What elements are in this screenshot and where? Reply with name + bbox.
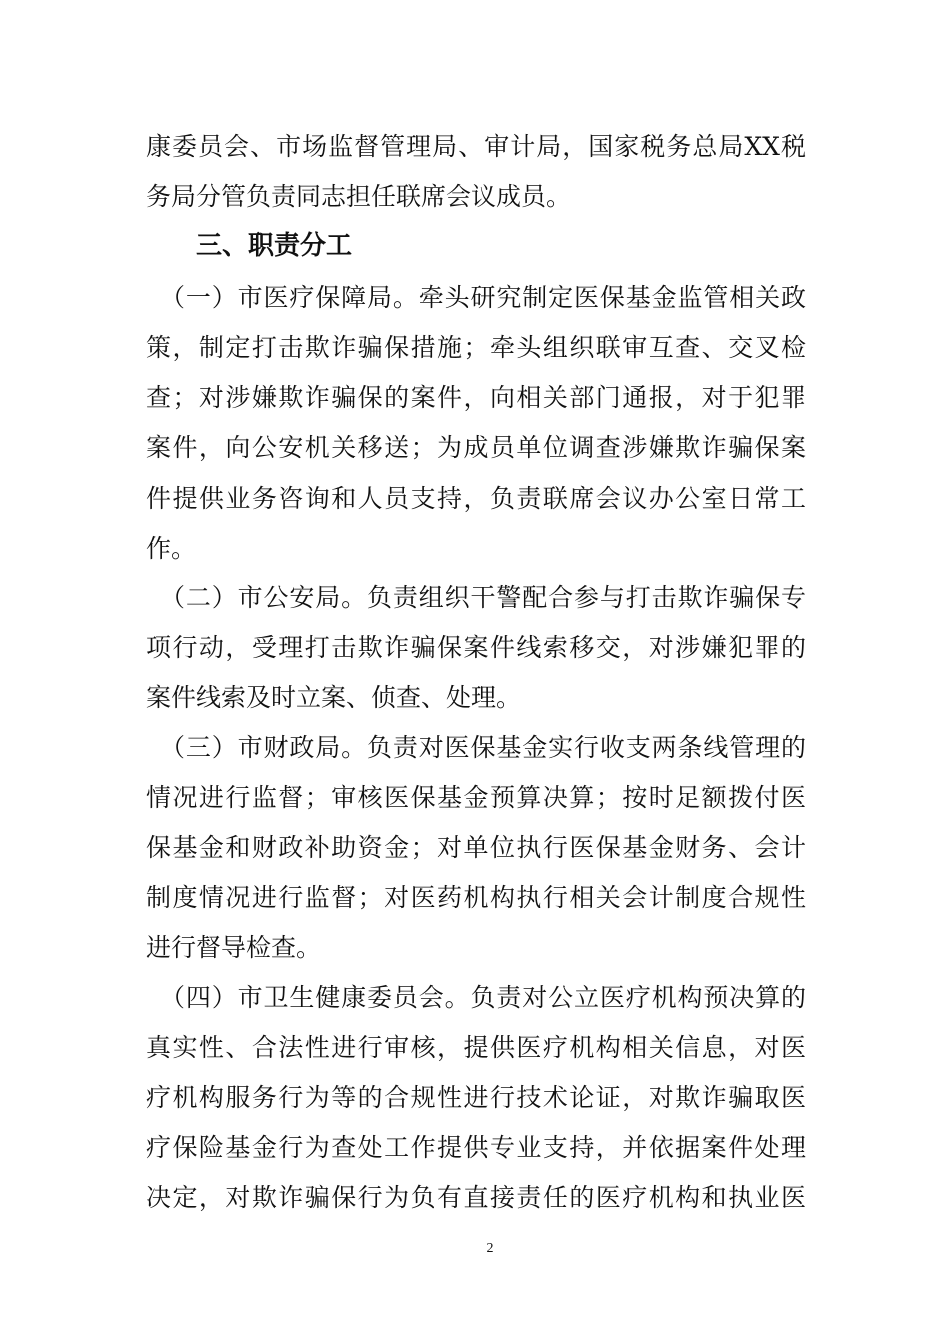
body-text-line: 件提供业务咨询和人员支持，负责联席会议办公室日常工 [146, 484, 806, 513]
body-text-line: 康委员会、市场监督管理局、审计局，国家税务总局XX税 [146, 132, 806, 161]
body-text-line: 查；对涉嫌欺诈骗保的案件，向相关部门通报，对于犯罪 [146, 383, 806, 412]
paragraph-start-line: （二）市公安局。负责组织干警配合参与打击欺诈骗保专 [160, 583, 806, 612]
body-text-line: 制度情况进行监督；对医药机构执行相关会计制度合规性 [146, 883, 806, 912]
body-text-line: 疗机构服务行为等的合规性进行技术论证，对欺诈骗取医 [146, 1083, 806, 1112]
page-number: 2 [486, 1241, 494, 1256]
body-text-line: 疗保险基金行为查处工作提供专业支持，并依据案件处理 [146, 1133, 806, 1162]
body-text-line: 务局分管负责同志担任联席会议成员。 [146, 182, 572, 211]
body-text-line: 保基金和财政补助资金；对单位执行医保基金财务、会计 [146, 833, 806, 862]
body-text-line: 案件线索及时立案、侦查、处理。 [146, 683, 522, 712]
body-text-line: 策，制定打击欺诈骗保措施；牵头组织联审互查、交叉检 [146, 333, 806, 362]
body-text-line: 进行督导检查。 [146, 933, 322, 962]
paragraph-start-line: （一）市医疗保障局。牵头研究制定医保基金监管相关政 [160, 283, 806, 312]
body-text-line: 真实性、合法性进行审核，提供医疗机构相关信息，对医 [146, 1033, 806, 1062]
body-text-line: 作。 [146, 534, 197, 563]
section-heading: 三、职责分工 [196, 231, 353, 261]
body-text-line: 决定，对欺诈骗保行为负有直接责任的医疗机构和执业医 [146, 1183, 806, 1212]
paragraph-start-line: （三）市财政局。负责对医保基金实行收支两条线管理的 [160, 733, 806, 762]
body-text-line: 案件，向公安机关移送；为成员单位调查涉嫌欺诈骗保案 [146, 433, 806, 462]
body-text-line: 情况进行监督；审核医保基金预算决算；按时足额拨付医 [146, 783, 806, 812]
body-text-line: 项行动，受理打击欺诈骗保案件线索移交，对涉嫌犯罪的 [146, 633, 806, 662]
paragraph-start-line: （四）市卫生健康委员会。负责对公立医疗机构预决算的 [160, 983, 806, 1012]
